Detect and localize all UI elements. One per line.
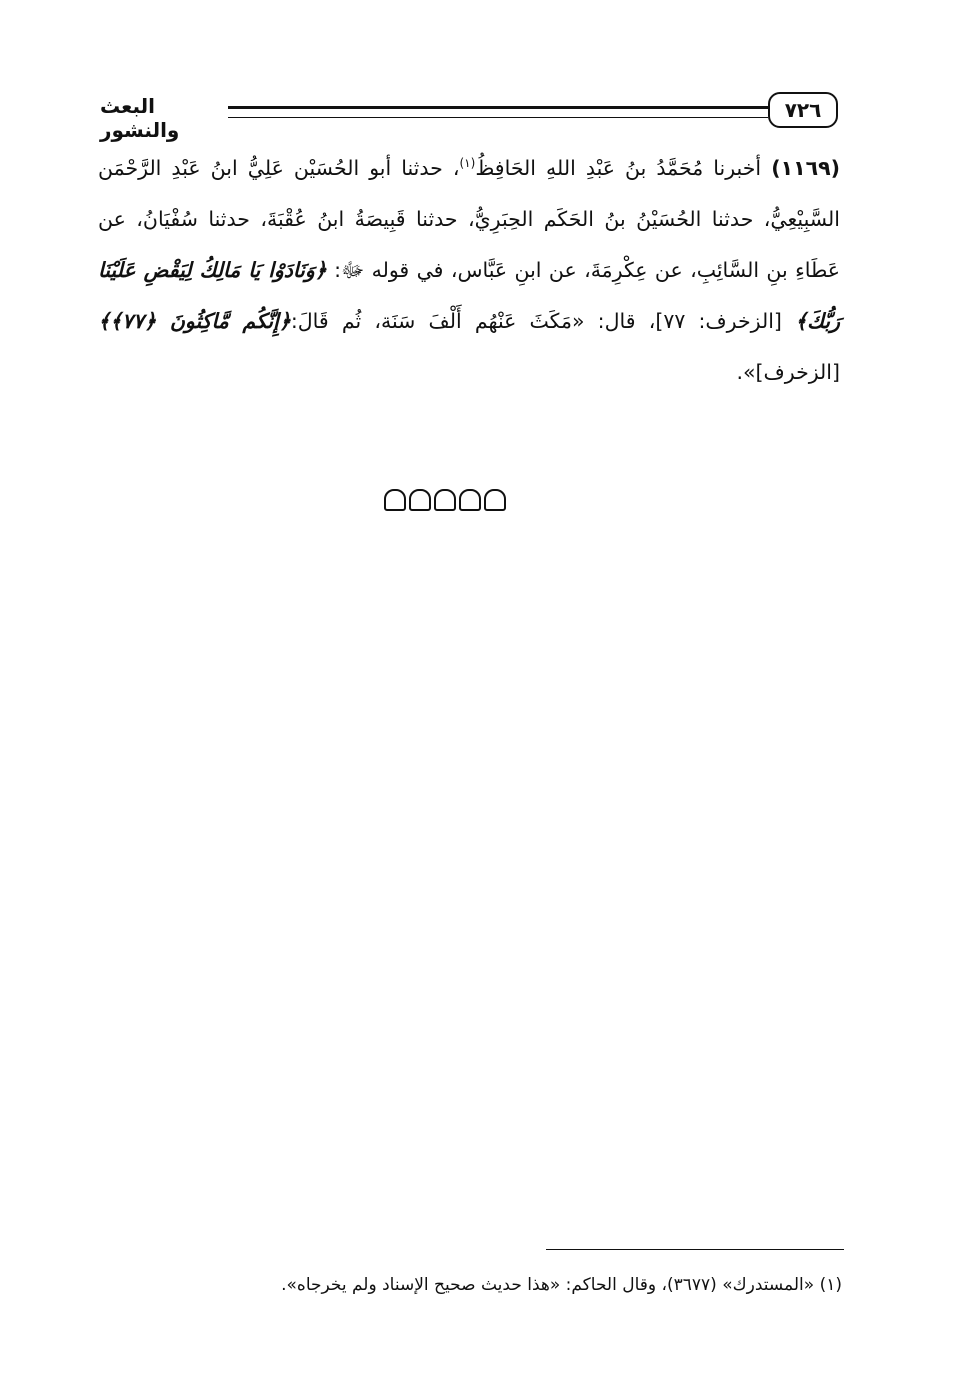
quran-verse-1: ﴿وَنَادَوْا يَا مَالِكُ لِيَقْضِ عَلَيْنَا رَبُّكَ﴾ <box>98 258 840 333</box>
hadith-text-part-2: ، حدثنا أبو الحُسَيْن عَلِيُّ ابنُ عَبْدِ الرَّحْمَن السَّبِيْعِيُّ، حدثنا الحُسَيْنُ بنُ الحَكَم الحِبَرِيُّ، حدثنا قَبِيصَةُ ابنُ عُقْبَةَ، حدثنا سُفْيَانُ، عن عَطَاءِ بنِ السَّائِبِ، عن عِكْرِمَةَ، عن ابنِ عَبَّاس، في قوله ﷻ: <box>98 156 840 282</box>
ornament-arch-icon <box>434 489 456 511</box>
ornament-arch-icon <box>484 489 506 511</box>
page-number: ٧٢٦ <box>768 92 838 128</box>
quran-verse-2: ﴿إِنَّكُم مَّاكِثُونَ ﴿٧٧﴾﴾ <box>98 309 291 333</box>
footnote-reference[interactable]: (١) <box>459 156 476 171</box>
running-title: البعث والنشور <box>100 94 180 142</box>
hadith-text-part-3: [الزخرف: ٧٧]، قال: «مَكَثَ عَنْهُم أَلْفَ سَنَة، ثُم قَالَ: <box>290 309 782 333</box>
ornament-arch-icon <box>409 489 431 511</box>
hadith-number: (١١٦٩) <box>771 156 840 180</box>
section-divider-ornament <box>380 489 510 519</box>
footnote-separator <box>546 1249 844 1250</box>
hadith-text <box>98 143 840 398</box>
ornament-arch-icon <box>459 489 481 511</box>
hadith-text-part-1: أخبرنا مُحَمَّدُ بنُ عَبْدِ اللهِ الحَافِظُ <box>475 156 762 180</box>
footnote: (١) «المستدرك» (٣٦٧٧)، وقال الحاكم: «هذا حديث صحيح الإسناد ولم يخرجاه». <box>281 1275 842 1295</box>
header-rule <box>228 106 768 118</box>
page-header <box>100 92 838 142</box>
hadith-text-part-4: [الزخرف]». <box>736 360 840 384</box>
ornament-arch-icon <box>384 489 406 511</box>
